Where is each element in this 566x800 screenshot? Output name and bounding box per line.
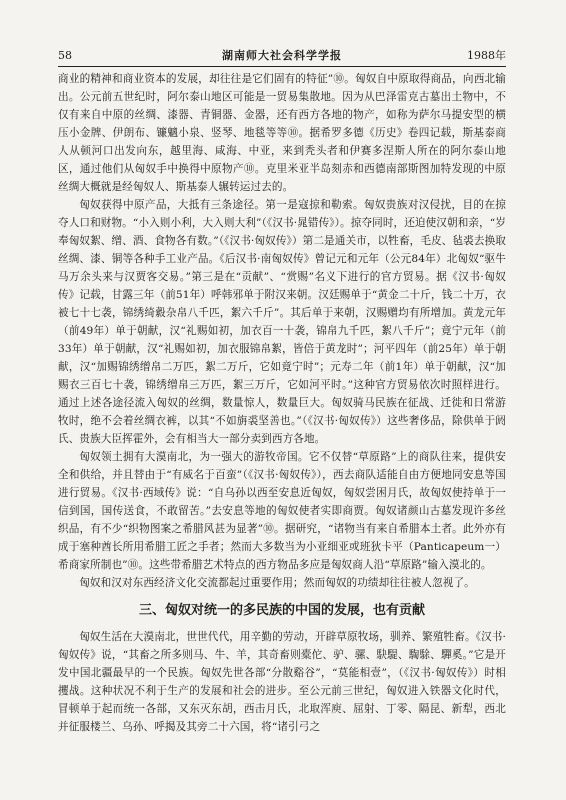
paragraph: 匈奴和汉对东西经济文化交流都起过重要作用；然而匈奴的功绩却往往被人忽视了。	[79, 577, 475, 589]
paragraph: 匈奴领土拥有大漠南北，为一强大的游牧帝国。它不仅替“草原路”上的商队往来，提供安全和供给，并且替由于“有威名于百蛮”（《汉书·匈奴传》），西去商队适能自由方便地同安息等国进行贸易。《汉书·西域传》说：“自乌孙以西至安息近匈奴，匈奴尝困月氏，故匈奴使持单于一信到国，国传送食，不敢留苦。”去安息等地的匈奴使者实即商贾。匈奴诸颜山古墓发现许多丝织品，有不少“织物图案之希腊风甚为显著”⑩。据研究，“诸物当有来自希腊本土者。此外亦有成于塞种酋长所用希腊工匠之手者；然而大多数当为小亚细亚或班狄卡平（Panticapeum一）希商家所制也”⑩。这些带希腊艺术特点的西方物品多应是匈奴商人沿“草原路”输入漠北的。	[58, 451, 506, 571]
page-number: 58	[58, 49, 72, 62]
running-header	[58, 48, 506, 64]
article-body	[58, 70, 506, 736]
paragraph: 匈奴获得中原产品，大抵有三条途径。第一是寇掠和勒索。匈奴贵族对汉侵扰，目的在掠夺人口和财物。“小入则小利，大入则大利”（《汉书·晁错传》）。掠夺同时，还迫使汉朝和亲，“岁奉匈奴絮、缯、酒、食物各有数。”（《汉书·匈奴传》）第二是通关市，以牲畜，毛皮、毡裘去换取丝绸、漆、铜等各种手工业产品。《后汉书·南匈奴传》曾记元和元年（公元84年）北匈奴“驱牛马万余头来与汉贾客交易。”第三是在“贡献”、“赏赐”名义下进行的官方贸易。据《汉书·匈奴传》记载，甘露三年（前51年）呼韩邪单于附汉来朝。汉廷赐单于“黄金二十斤，钱二十万，衣被七十七袭，锦绣绮縠杂帛八千匹，絮六千斤”。其后单于来朝，汉赐赠均有所增加。黄龙元年（前49年）单于朝献，汉“礼赐如初，加衣百一十袭，锦帛九千匹，絮八千斤”；竟宁元年（前33年）单于朝献，汉“礼赐如初，加衣服锦帛絮，皆倍于黄龙时”；河平四年（前25年）单于朝献，汉“加赐锦绣缯帛二万匹，絮二万斤，它如竟宁时”；元寿二年（前1年）单于朝献，汉“加赐衣三百七十袭，锦绣缯帛三万匹，絮三万斤，它如河平时。”这种官方贸易依次时照样进行。通过上述各途径流入匈奴的丝绸，数量惊人，数量巨大。匈奴骑马民族在征战、迁徙和日常游牧时，绝不会着丝绸衣裤，以其“不如旃裘坚善也。”（《汉书·匈奴传》）这些奢侈品，除供单于阏氏、贵族大臣挥霍外，会有相当大一部分卖到西方各地。	[58, 199, 506, 445]
section-heading: 三、匈奴对统一的多民族的中国的发展，也有贡献	[138, 603, 425, 618]
paragraph: 匈奴生活在大漠南北，世世代代，用辛勤的劳动，开辟草原牧场，驯养、繁殖牲畜。《汉书·匈奴传》说，“其畜之所多则马、牛、羊，其奇畜则橐佗、驴、骡、駃騠、騊駼、驒奚。”它是开发中国北疆最早的一个民族。匈奴先世各部“分散谿谷”，“莫能相壹”，（《汉书·匈奴传》）时相攫战。这种状况不利于生产的发展和社会的进步。至公元前三世纪，匈奴进入铁器文化时代，冒顿单于起而统一各部，又东灭东胡，西击月氏，北取浑庾、屈射、丁零、隔昆、新犁，西北并征服楼兰、乌孙、呼揭及其旁二十六国，将“诸引弓之	[58, 631, 506, 733]
issue-year: 1988年	[467, 49, 506, 62]
journal-title: 湖南师大社会科学学报	[222, 49, 342, 62]
paragraph: 商业的精神和商业资本的发展，却往往是它们固有的特征”⑩。匈奴自中原取得商品，向西北输出。公元前五世纪时，阿尔泰山地区可能是一贸易集散地。因为从巴泽雷克古墓出土物中，不仅有来自中原的丝绸、漆器、青铜器、金器，还有西方各地的物产，如称为萨尔马提安型的横压小金牌、伊朗布、镰魑小泉、竖琴、地毯等等⑩。据希罗多德《历史》卷四记载，斯基泰商人从顿河口出发向东，越里海、咸海、中亚，来到秃头者和伊赛多涅斯人所在的阿尔泰山地区，通过他们从匈奴手中换得中原物产⑩。克里米亚半岛刻赤和西德南部斯图加特发现的中原丝绸大概就是经匈奴人、斯基泰人辗转运过去的。	[58, 73, 506, 193]
header-rule	[58, 66, 506, 67]
